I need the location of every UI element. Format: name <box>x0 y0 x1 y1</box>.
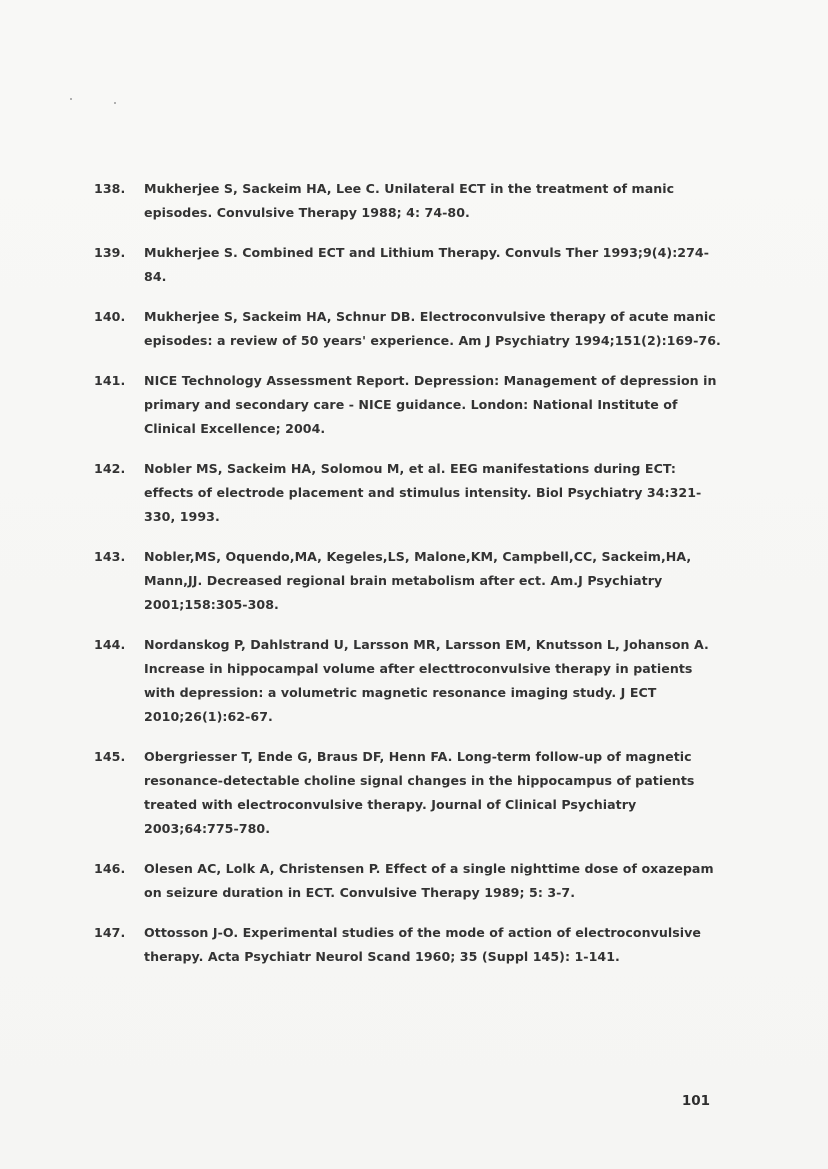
reference-text: Mukherjee S, Sackeim HA, Schnur DB. Electroconvulsive therapy of acute manic episodes: a review of 50 years' experience. Am J Psychiatry 1994;151(2):169-76. <box>144 309 721 348</box>
reference-item <box>94 545 724 617</box>
scan-specks <box>70 96 130 106</box>
reference-text: Obergriesser T, Ende G, Braus DF, Henn FA. Long-term follow-up of magnetic resonance-detectable choline signal changes in the hippocampus of patients treated with electroconvulsive therapy. Journal of Clinical Psychiatry 2003;64:775-780. <box>144 749 695 836</box>
reference-text: Mukherjee S. Combined ECT and Lithium Therapy. Convuls Ther 1993;9(4):274-84. <box>144 245 710 284</box>
reference-number: 145. <box>94 749 126 764</box>
reference-number: 146. <box>94 861 126 876</box>
reference-number: 147. <box>94 925 126 940</box>
reference-item <box>94 241 724 289</box>
reference-number: 144. <box>94 637 126 652</box>
reference-text: Nobler MS, Sackeim HA, Solomou M, et al. EEG manifestations during ECT: effects of electrode placement and stimulus intensity. Biol Psychiatry 34:321-330, 1993. <box>144 461 702 524</box>
reference-text: Nobler,MS, Oquendo,MA, Kegeles,LS, Malone,KM, Campbell,CC, Sackeim,HA, Mann,JJ. Decreased regional brain metabolism after ect. Am.J Psychiatry 2001;158:305-308. <box>144 549 692 612</box>
reference-list <box>94 177 724 985</box>
reference-text: Ottosson J-O. Experimental studies of the mode of action of electroconvulsive therapy. Acta Psychiatr Neurol Scand 1960; 35 (Suppl 145): 1-141. <box>144 925 702 964</box>
reference-number: 138. <box>94 181 126 196</box>
reference-text: Olesen AC, Lolk A, Christensen P. Effect of a single nighttime dose of oxazepam on seizure duration in ECT. Convulsive Therapy 1989; 5: 3-7. <box>144 861 714 900</box>
reference-number: 142. <box>94 461 126 476</box>
reference-item <box>94 177 724 225</box>
reference-item <box>94 369 724 441</box>
reference-text: Mukherjee S, Sackeim HA, Lee C. Unilateral ECT in the treatment of manic episodes. Convulsive Therapy 1988; 4: 74-80. <box>144 181 675 220</box>
reference-text: Nordanskog P, Dahlstrand U, Larsson MR, Larsson EM, Knutsson L, Johanson A. Increase in hippocampal volume after electtroconvulsive therapy in patients with depression: a volumetric magnetic resonance imaging study. J ECT 2010;26(1):62-67. <box>144 637 709 724</box>
reference-item <box>94 633 724 729</box>
scan-speck <box>70 98 72 100</box>
reference-number: 143. <box>94 549 126 564</box>
reference-item <box>94 857 724 905</box>
scan-speck <box>114 102 116 104</box>
reference-item <box>94 305 724 353</box>
reference-number: 141. <box>94 373 126 388</box>
reference-item <box>94 921 724 969</box>
page-number: 101 <box>681 1093 710 1109</box>
reference-number: 140. <box>94 309 126 324</box>
reference-text: NICE Technology Assessment Report. Depression: Management of depression in primary and secondary care - NICE guidance. London: National Institute of Clinical Excellence; 2004. <box>144 373 717 436</box>
reference-number: 139. <box>94 245 126 260</box>
reference-item <box>94 745 724 841</box>
reference-item <box>94 457 724 529</box>
